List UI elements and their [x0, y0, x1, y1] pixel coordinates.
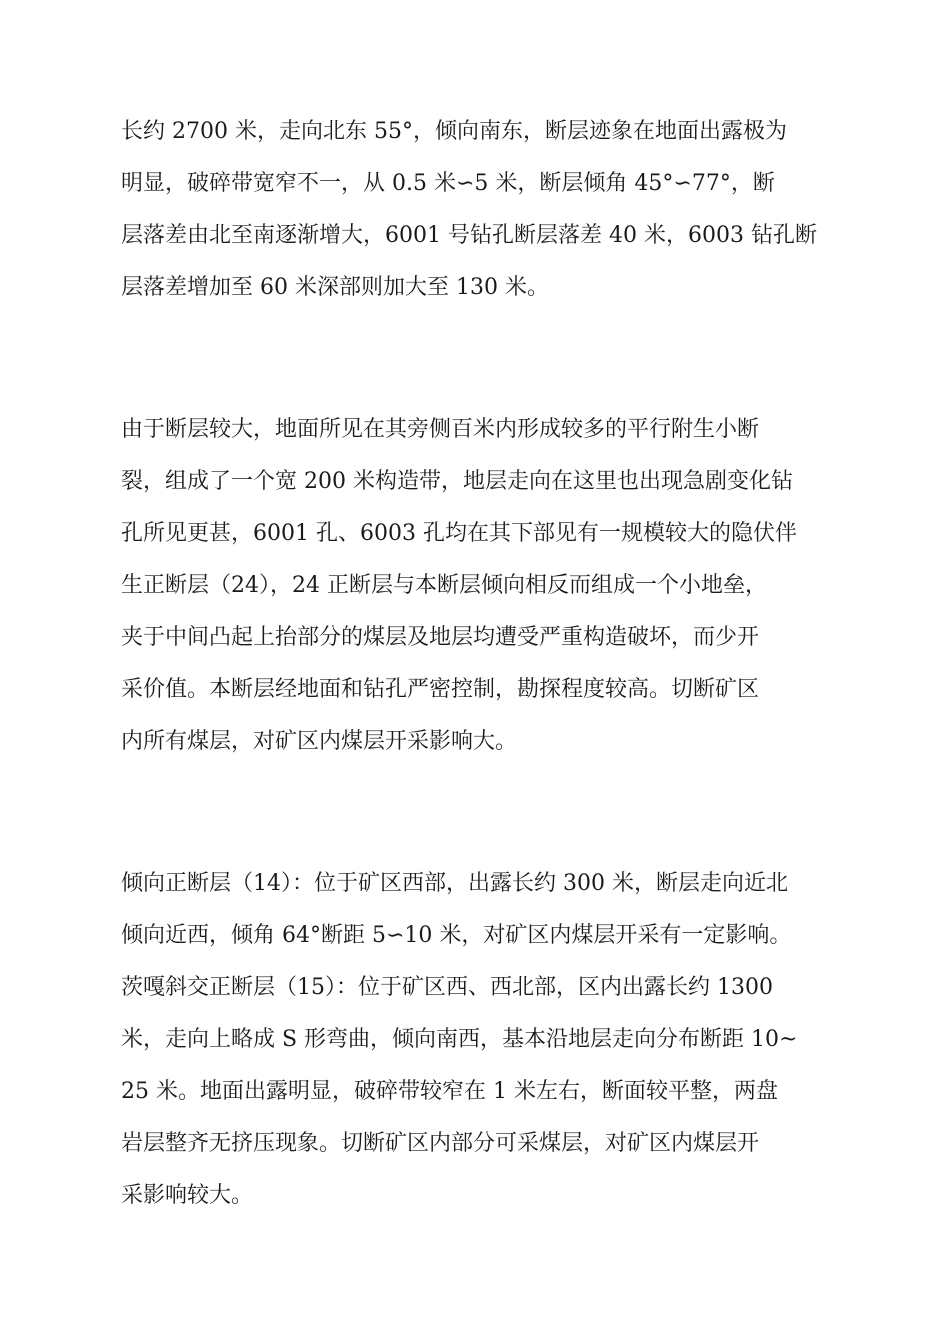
- text-line: 茨嘎斜交正断层（15）：位于矿区西、西北部，区内出露长约 1300: [121, 975, 773, 1000]
- text-line: 采影响较大。: [121, 1183, 254, 1208]
- text-line: 层落差增加至 60 米深部则加大至 130 米。: [121, 275, 549, 300]
- paragraph-fault-description: [121, 106, 841, 314]
- text-line: 由于断层较大，地面所见在其旁侧百米内形成较多的平行附生小断: [121, 417, 760, 442]
- text-line: 孔所见更甚，6001 孔、6003 孔均在其下部见有一规模较大的隐伏伴: [121, 521, 797, 546]
- text-line: 采价值。本断层经地面和钻孔严密控制，勘探程度较高。切断矿区: [121, 677, 760, 702]
- text-line: 长约 2700 米，走向北东 55°，倾向南东，断层迹象在地面出露极为: [121, 119, 787, 144]
- text-line: 明显，破碎带宽窄不一，从 0.5 米∽5 米，断层倾角 45°∽77°，断: [121, 171, 775, 196]
- paragraph-fault-zone: [121, 404, 841, 768]
- text-line: 裂，组成了一个宽 200 米构造带，地层走向在这里也出现急剧变化钻: [121, 469, 793, 494]
- text-line: 生正断层（24），24 正断层与本断层倾向相反而组成一个小地垒，: [121, 573, 767, 598]
- text-line: 夹于中间凸起上抬部分的煤层及地层均遭受严重构造破坏，而少开: [121, 625, 760, 650]
- text-line: 内所有煤层，对矿区内煤层开采影响大。: [121, 729, 518, 754]
- text-line: 米，走向上略成 S 形弯曲，倾向南西，基本沿地层走向分布断距 10~: [121, 1027, 798, 1052]
- text-line: 倾向近西，倾角 64°断距 5∽10 米，对矿区内煤层开采有一定影响。: [121, 923, 792, 948]
- text-line: 岩层整齐无挤压现象。切断矿区内部分可采煤层，对矿区内煤层开: [121, 1131, 760, 1156]
- text-line: 倾向正断层（14）：位于矿区西部，出露长约 300 米，断层走向近北: [121, 871, 788, 896]
- text-line: 25 米。地面出露明显，破碎带较窄在 1 米左右，断面较平整，两盘: [121, 1079, 778, 1104]
- paragraph-normal-faults: [121, 858, 841, 1222]
- text-line: 层落差由北至南逐渐增大，6001 号钻孔断层落差 40 米，6003 钻孔断: [121, 223, 817, 248]
